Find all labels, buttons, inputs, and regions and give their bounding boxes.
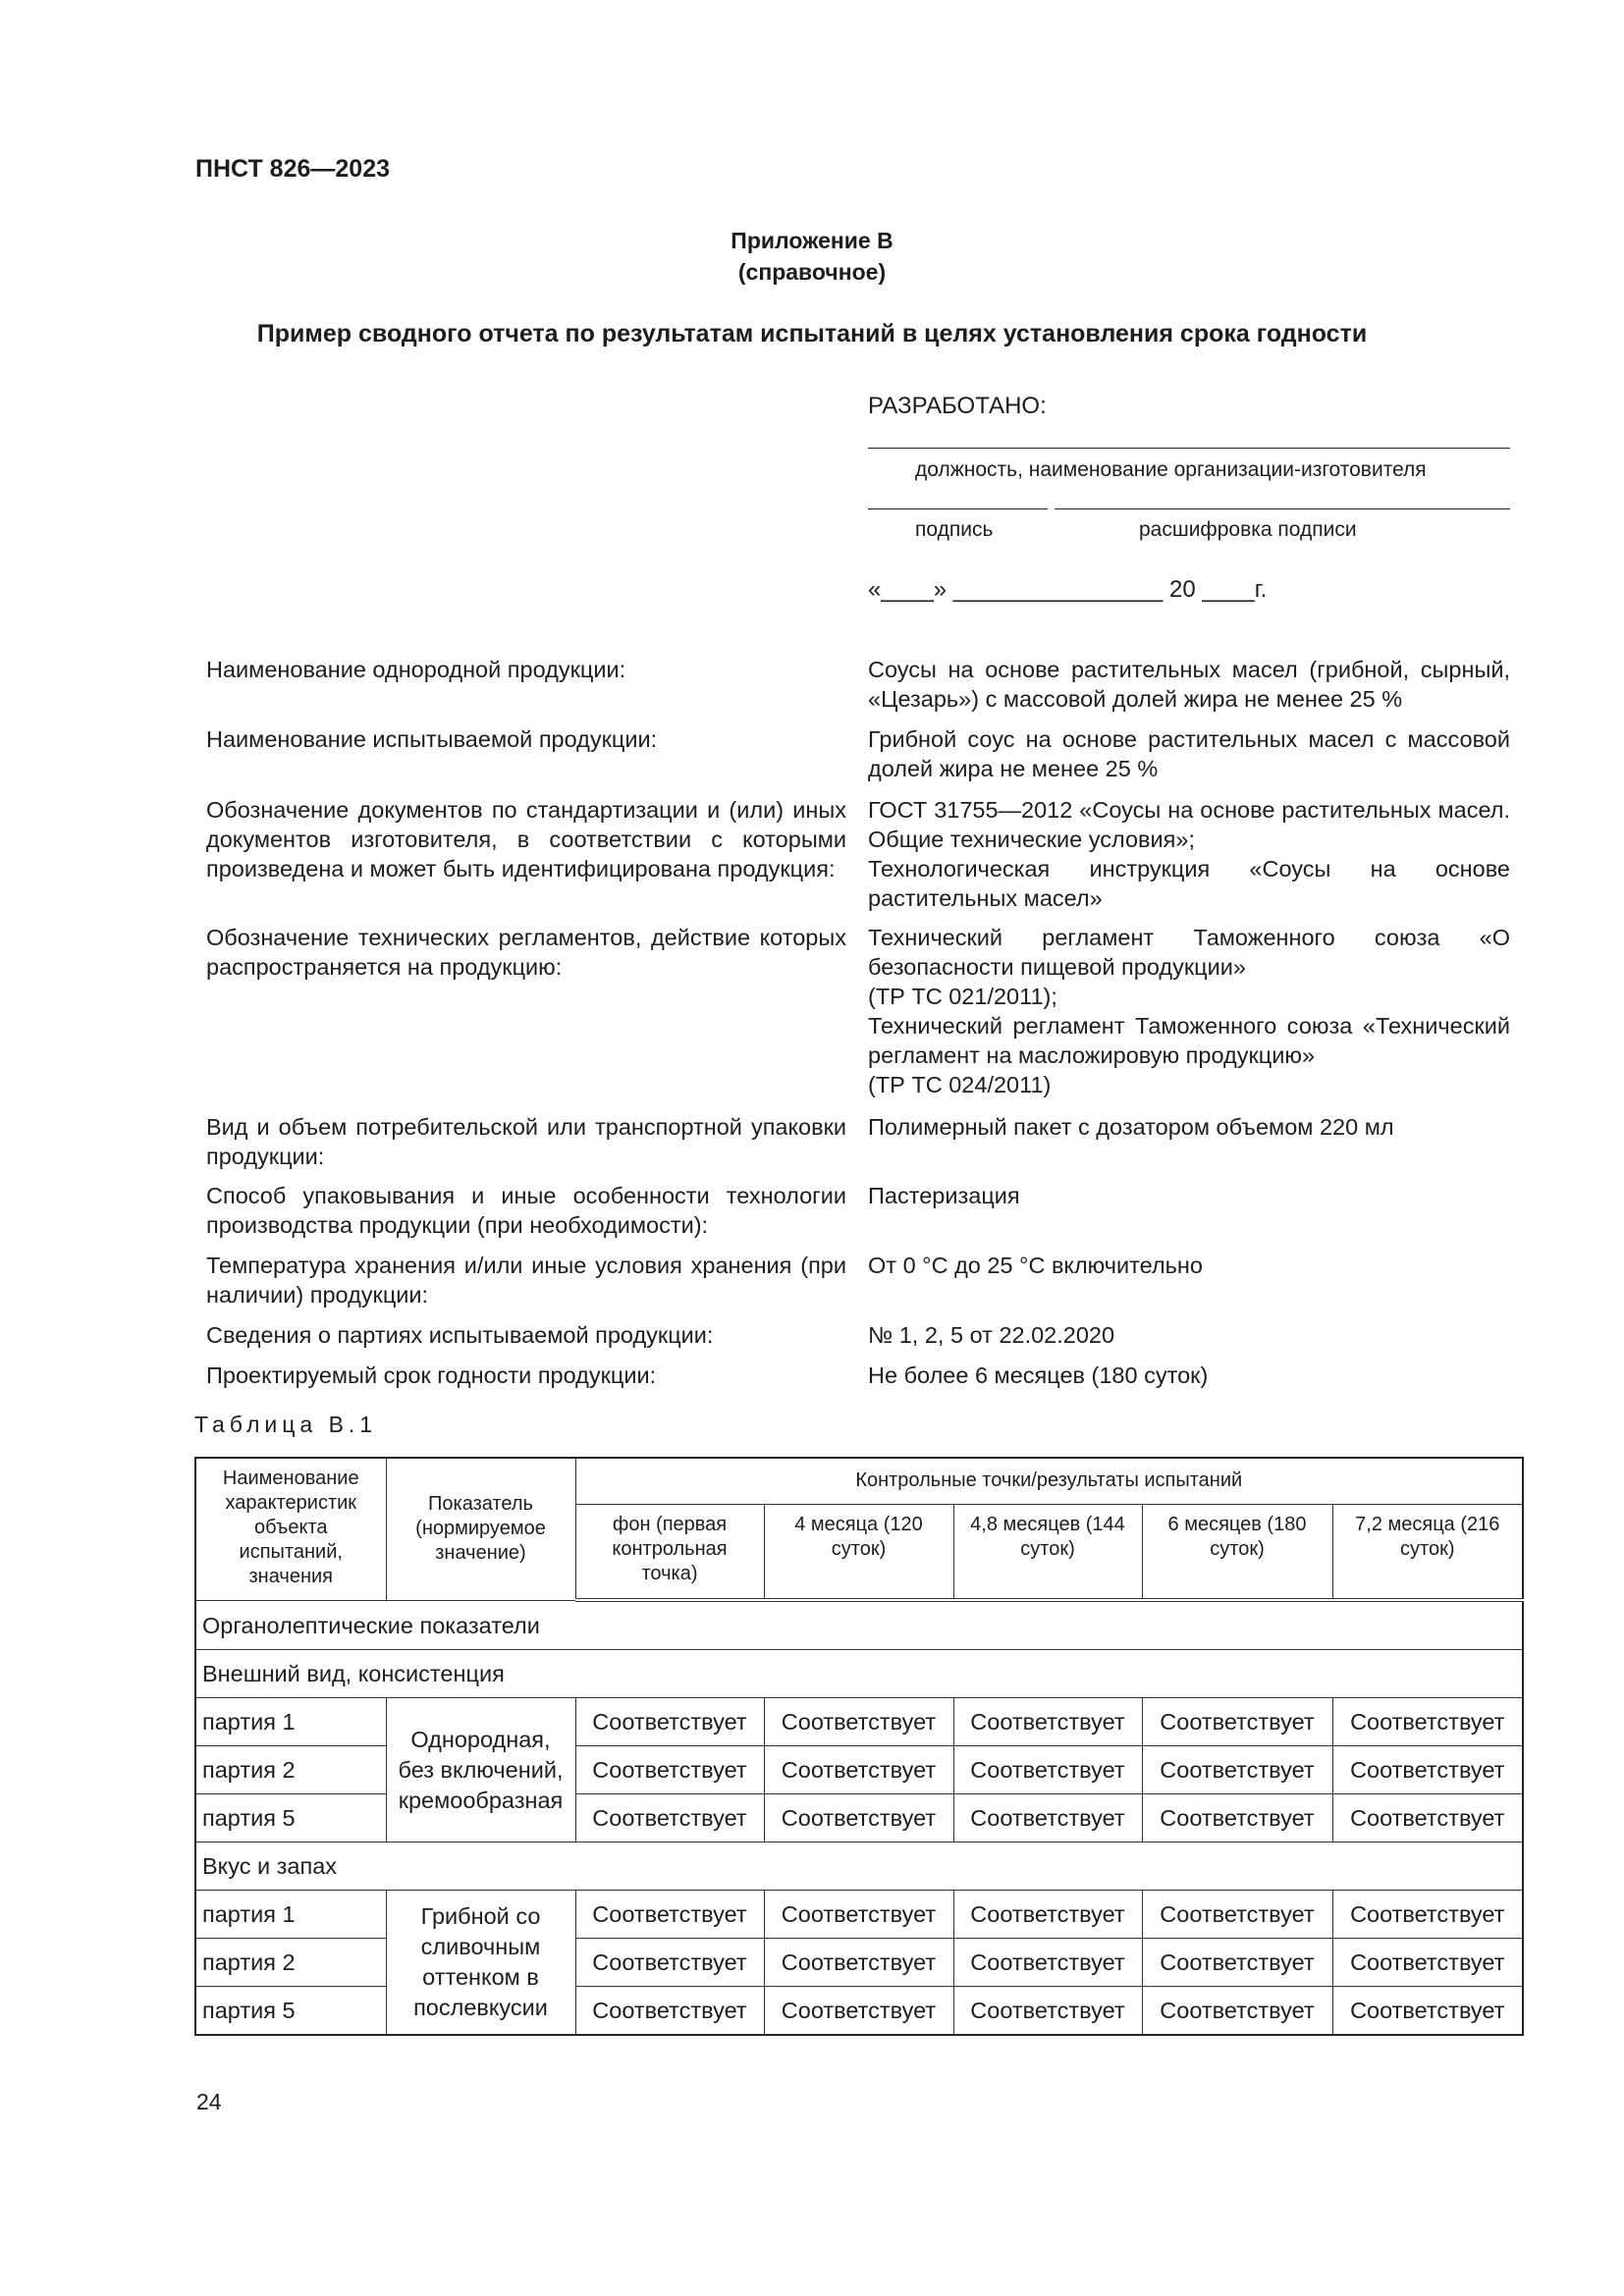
result-cell: Соответствует bbox=[575, 1987, 764, 2036]
result-cell: Соответствует bbox=[1332, 1987, 1523, 2036]
result-cell: Соответствует bbox=[575, 1698, 764, 1746]
header-point: 4,8 месяцев (144 суток) bbox=[953, 1504, 1142, 1600]
decoding-caption: расшифровка подписи bbox=[1139, 518, 1357, 541]
batch-cell: партия 1 bbox=[195, 1698, 386, 1746]
appendix-kind: (справочное) bbox=[737, 259, 887, 285]
field-value-line: Грибной соус на основе растительных масел с массовой долей жира не менее 25 % bbox=[868, 726, 1510, 781]
developed-label: РАЗРАБОТАНО: bbox=[868, 393, 1047, 419]
document-code: ПНСТ 826—2023 bbox=[195, 155, 390, 183]
field-value-line: Технический регламент Таможенного союза «Технический регламент на масложировую продукцию» bbox=[868, 1013, 1510, 1068]
group-row bbox=[195, 1842, 1523, 1891]
field-label: Температура хранения и/или иные условия хранения (при наличии) продукции: bbox=[206, 1253, 846, 1308]
result-cell: Соответствует bbox=[953, 1987, 1142, 2036]
field-label: Вид и объем потребительской или транспортной упаковки продукции: bbox=[206, 1114, 846, 1169]
field-label: Проектируемый срок годности продукции: bbox=[206, 1362, 657, 1388]
field-value bbox=[868, 795, 1510, 913]
field-value-line: Пастеризация bbox=[868, 1183, 1020, 1208]
field-value bbox=[868, 1181, 1510, 1210]
signature-line bbox=[868, 508, 1048, 509]
field-label: Обозначение технических регламентов, действие которых распространяется на продукцию: bbox=[206, 925, 846, 980]
field-value bbox=[868, 923, 1510, 1099]
norm-cell: Однородная, без включений, кремообразная bbox=[386, 1698, 575, 1842]
field-label: Обозначение документов по стандартизации и (или) иных документов изготовителя, в соответствии с которыми произведена и может быть идентифицирована продукция: bbox=[206, 797, 846, 881]
page-number: 24 bbox=[196, 2089, 222, 2114]
field-label: Наименование однородной продукции: bbox=[206, 657, 626, 682]
field-value bbox=[868, 1320, 1510, 1350]
result-cell: Соответствует bbox=[1332, 1939, 1523, 1987]
date-line: «____» ________________ 20 ____г. bbox=[868, 576, 1268, 603]
result-cell: Соответствует bbox=[575, 1891, 764, 1939]
field-value-line: Технический регламент Таможенного союза «О безопасности пищевой продукции» bbox=[868, 925, 1510, 980]
position-line bbox=[868, 448, 1510, 449]
page-title: Пример сводного отчета по результатам испытаний в целях установления срока годности bbox=[256, 320, 1368, 347]
field-value bbox=[868, 724, 1510, 783]
header-characteristic: Наименование характеристик объекта испытаний, значения bbox=[195, 1458, 386, 1600]
field-label: Сведения о партиях испытываемой продукции: bbox=[206, 1322, 714, 1348]
result-cell: Соответствует bbox=[575, 1746, 764, 1794]
result-cell: Соответствует bbox=[953, 1698, 1142, 1746]
table-row bbox=[195, 1891, 1523, 1939]
field-value-line: Полимерный пакет с дозатором объемом 220 мл bbox=[868, 1114, 1394, 1140]
field-value bbox=[868, 1112, 1510, 1142]
field-value-line: ГОСТ 31755—2012 «Соусы на основе растительных масел. Общие технические условия»; bbox=[868, 797, 1510, 852]
header-point: 6 месяцев (180 суток) bbox=[1142, 1504, 1332, 1600]
result-cell: Соответствует bbox=[1332, 1698, 1523, 1746]
result-cell: Соответствует bbox=[953, 1794, 1142, 1842]
result-cell: Соответствует bbox=[764, 1891, 953, 1939]
result-cell: Соответствует bbox=[1142, 1891, 1332, 1939]
result-cell: Соответствует bbox=[575, 1939, 764, 1987]
result-cell: Соответствует bbox=[1142, 1987, 1332, 2036]
header-point: фон (первая контрольная точка) bbox=[575, 1504, 764, 1600]
decoding-line bbox=[1055, 508, 1510, 509]
batch-cell: партия 2 bbox=[195, 1939, 386, 1987]
header-checkpoints: Контрольные точки/результаты испытаний bbox=[575, 1458, 1523, 1504]
header-indicator: Показатель (нормируемое значение) bbox=[386, 1458, 575, 1600]
results-table bbox=[194, 1457, 1524, 2036]
result-cell: Соответствует bbox=[1332, 1746, 1523, 1794]
section-row bbox=[195, 1600, 1523, 1650]
field-value-line: От 0 °С до 25 °С включительно bbox=[868, 1253, 1203, 1278]
result-cell: Соответствует bbox=[575, 1794, 764, 1842]
batch-cell: партия 5 bbox=[195, 1794, 386, 1842]
result-cell: Соответствует bbox=[764, 1746, 953, 1794]
result-cell: Соответствует bbox=[953, 1746, 1142, 1794]
header-point: 7,2 месяца (216 суток) bbox=[1332, 1504, 1523, 1600]
field-value bbox=[868, 1361, 1510, 1390]
field-label: Способ упаковывания и иные особенности технологии производства продукции (при необходимости): bbox=[206, 1183, 846, 1238]
result-cell: Соответствует bbox=[764, 1698, 953, 1746]
result-cell: Соответствует bbox=[1142, 1794, 1332, 1842]
header-point: 4 месяца (120 суток) bbox=[764, 1504, 953, 1600]
field-value-line: (ТР ТС 024/2011) bbox=[868, 1072, 1052, 1097]
field-value-line: Технологическая инструкция «Соусы на основе растительных масел» bbox=[868, 856, 1510, 911]
result-cell: Соответствует bbox=[953, 1939, 1142, 1987]
result-cell: Соответствует bbox=[1332, 1794, 1523, 1842]
appendix-label: Приложение В bbox=[731, 228, 893, 253]
field-value-line: (ТР ТС 021/2011); bbox=[868, 984, 1057, 1009]
position-caption: должность, наименование организации-изготовителя bbox=[915, 458, 1427, 481]
signature-caption: подпись bbox=[915, 518, 994, 541]
result-cell: Соответствует bbox=[1142, 1746, 1332, 1794]
field-label: Наименование испытываемой продукции: bbox=[206, 726, 658, 752]
table-row bbox=[195, 1698, 1523, 1746]
result-cell: Соответствует bbox=[1142, 1939, 1332, 1987]
section-title: Органолептические показатели bbox=[195, 1600, 1523, 1650]
result-cell: Соответствует bbox=[1142, 1698, 1332, 1746]
result-cell: Соответствует bbox=[1332, 1891, 1523, 1939]
group-title: Вкус и запах bbox=[195, 1842, 1523, 1891]
field-value bbox=[868, 655, 1510, 714]
field-value-line: № 1, 2, 5 от 22.02.2020 bbox=[868, 1322, 1115, 1348]
batch-cell: партия 5 bbox=[195, 1987, 386, 2036]
batch-cell: партия 2 bbox=[195, 1746, 386, 1794]
result-cell: Соответствует bbox=[764, 1939, 953, 1987]
group-row bbox=[195, 1650, 1523, 1698]
result-cell: Соответствует bbox=[764, 1794, 953, 1842]
field-value-line: Не более 6 месяцев (180 суток) bbox=[868, 1362, 1209, 1388]
group-title: Внешний вид, консистенция bbox=[195, 1650, 1523, 1698]
field-value bbox=[868, 1251, 1510, 1280]
field-value-line: Соусы на основе растительных масел (грибной, сырный, «Цезарь») с массовой долей жира не менее 25 % bbox=[868, 657, 1510, 712]
batch-cell: партия 1 bbox=[195, 1891, 386, 1939]
result-cell: Соответствует bbox=[764, 1987, 953, 2036]
result-cell: Соответствует bbox=[953, 1891, 1142, 1939]
norm-cell: Грибной со сливочным оттенком в послевкусии bbox=[386, 1891, 575, 2036]
table-caption: Таблица В.1 bbox=[194, 1412, 378, 1437]
